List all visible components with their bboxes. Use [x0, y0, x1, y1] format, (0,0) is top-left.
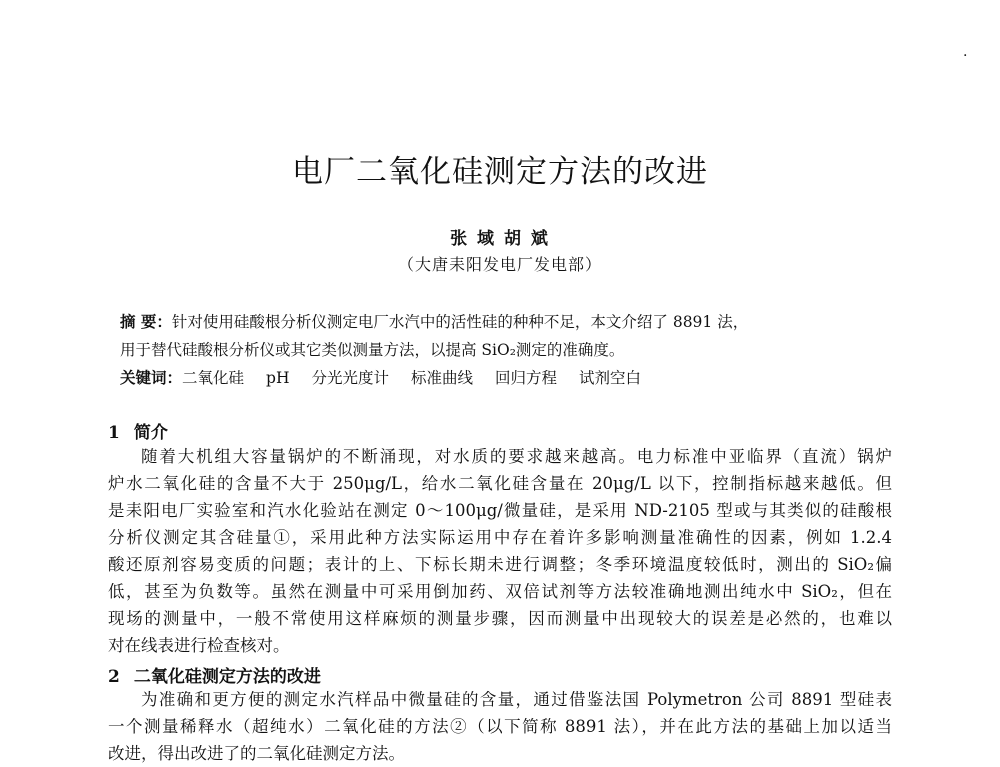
keyword: 标准曲线 [411, 369, 474, 387]
paragraph-line: 是耒阳电厂实验室和汽水化验站在测定 0～100μg/微量硅，是采用 ND-2105 型或与其类似的硅酸根 [108, 501, 892, 520]
paragraph-line: 炉水二氧化硅的含量不大于 250μg/L，给水二氧化硅含量在 20μg/L 以下，控制指标越来越低。但 [108, 474, 892, 493]
paragraph-line: 随着大机组大容量锅炉的不断涌现，对水质的要求越来越高。电力标准中亚临界（直流）锅炉 [141, 447, 892, 466]
section-title: 简介 [133, 423, 168, 443]
abstract-line-1 [120, 310, 748, 332]
paragraph-line: 对在线表进行检查核对。 [108, 636, 290, 655]
keyword: 二氧化硅 [182, 369, 245, 387]
paragraph-line: 低，甚至为负数等。虽然在测量中可采用倒加药、双倍试剂等方法较准确地测出纯水中 SiO₂，但在 [108, 582, 892, 601]
abstract-text: 针对使用硅酸根分析仪测定电厂水汽中的活性硅的种种不足，本文介绍了 8891 法， [171, 313, 749, 331]
section-2-paragraph [108, 686, 892, 767]
section-heading [108, 418, 168, 443]
paragraph-line: 为准确和更方便的测定水汽样品中微量硅的含量，通过借鉴法国 Polymetron 公司 8891 型硅表 [141, 690, 892, 709]
section-heading [108, 662, 321, 687]
section-1-paragraph [108, 443, 892, 659]
paragraph-line: 分析仪测定其含硅量①，采用此种方法实际运用中存在着许多影响测量准确性的因素，例如 1.2.4 [108, 528, 892, 547]
section-number: 2 [108, 667, 120, 687]
abstract-line-2: 用于替代硅酸根分析仪或其它类似测量方法，以提高 SiO₂测定的准确度。 [120, 341, 625, 359]
keyword: 回归方程 [495, 369, 558, 387]
paragraph-line: 一个测量稀释水（超纯水）二氧化硅的方法②（以下简称 8891 法），并在此方法的基础上加以适当 [108, 717, 892, 736]
keyword: 分光光度计 [311, 369, 389, 387]
abstract-label: 摘 要： [120, 312, 172, 331]
authors: 张 域 胡 斌 [450, 229, 550, 249]
keyword: pH [266, 369, 290, 387]
keyword: 试剂空白 [579, 369, 642, 387]
affiliation: （大唐耒阳发电厂发电部） [397, 255, 602, 274]
section-title: 二氧化硅测定方法的改进 [133, 667, 321, 687]
keywords [120, 366, 663, 388]
paragraph-line: 现场的测量中，一般不常使用这样麻烦的测量步骤，因而测量中出现较大的误差是必然的，也难以 [108, 609, 892, 628]
page-title: 电厂二氧化硅测定方法的改进 [292, 154, 708, 190]
paragraph-line: 改进，得出改进了的二氧化硅测定方法。 [108, 744, 405, 763]
keywords-label: 关键词： [120, 368, 183, 387]
corner-mark: . [963, 44, 968, 60]
paragraph-line: 酸还原剂容易变质的问题；表计的上、下标长期未进行调整；冬季环境温度较低时，测出的 SiO₂偏 [108, 555, 892, 574]
section-number: 1 [108, 423, 120, 443]
